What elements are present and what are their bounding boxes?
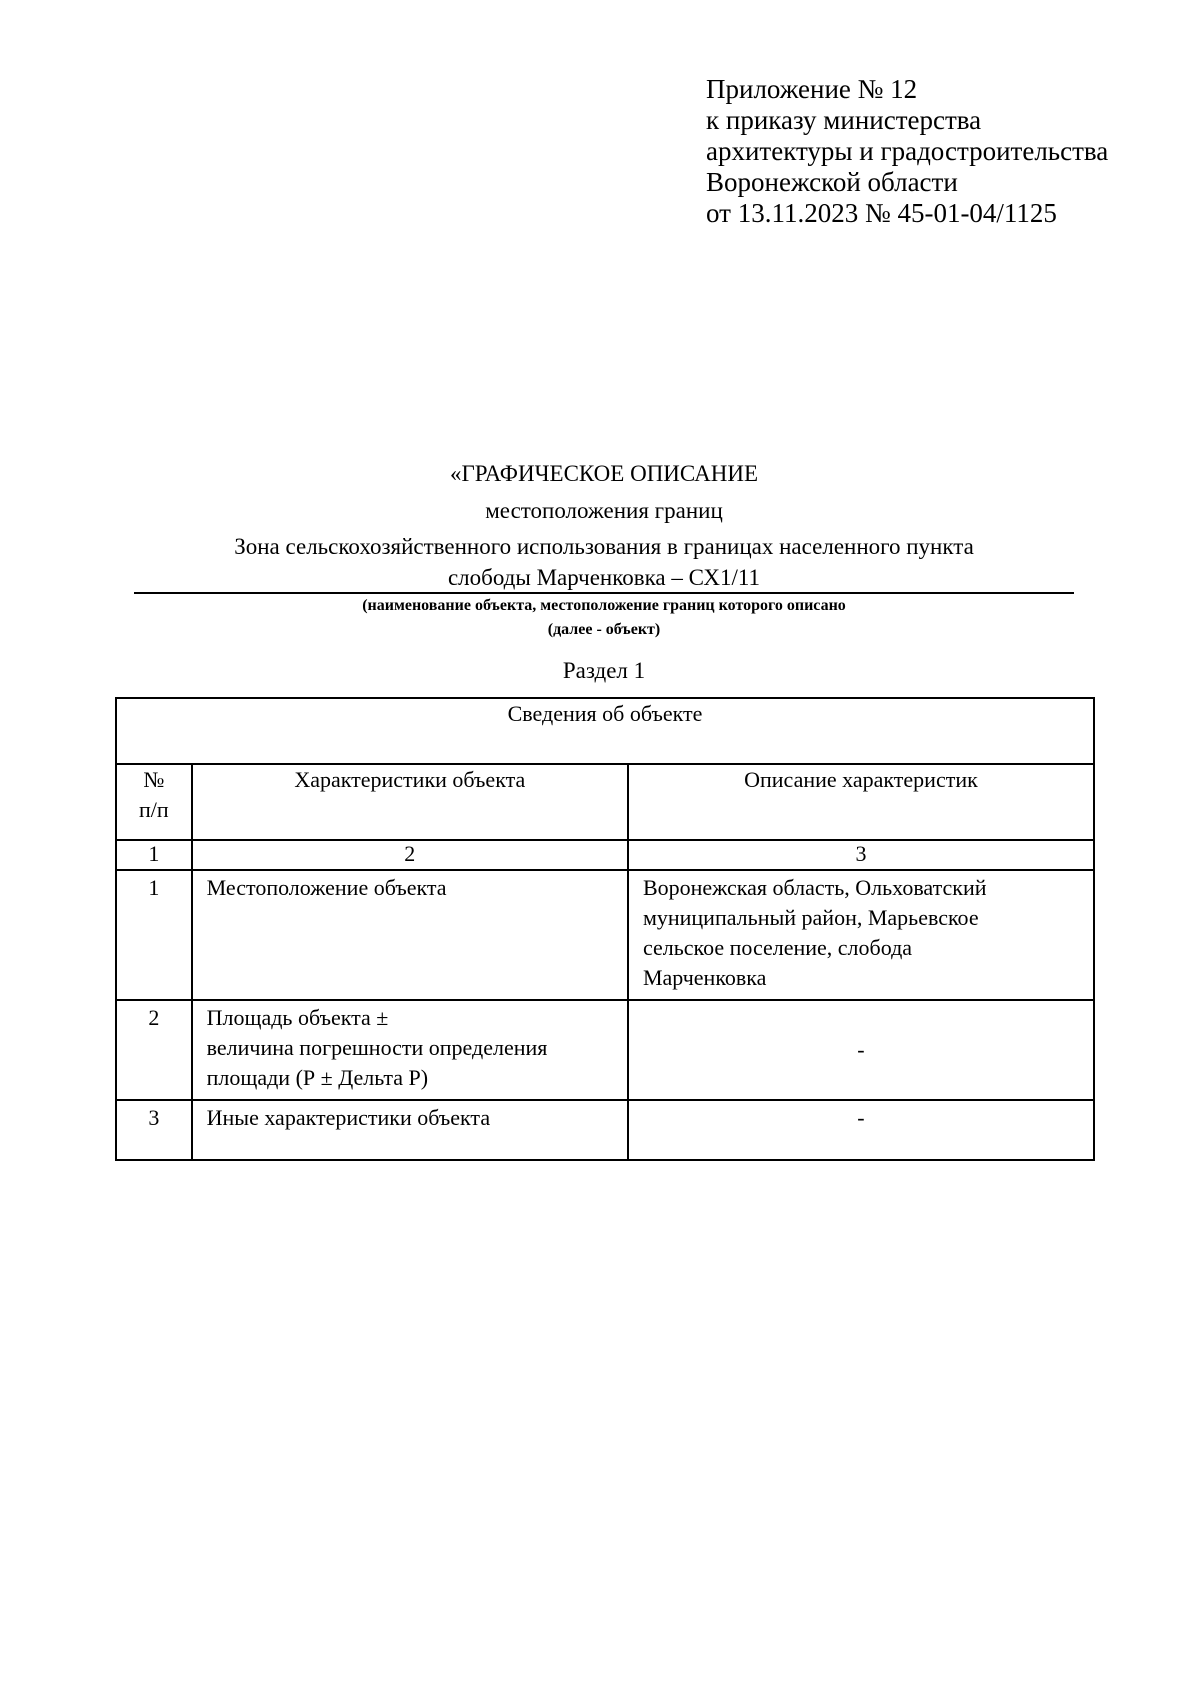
row-number: 2 [116, 1000, 192, 1100]
appendix-title: Приложение № 12 [706, 74, 918, 104]
column-number: 3 [628, 840, 1094, 870]
table-row [116, 1100, 1094, 1160]
object-name [134, 531, 1074, 593]
column-number-row [116, 840, 1094, 870]
appendix-date-number: от 13.11.2023 № 45-01-04/1125 [706, 198, 1057, 228]
row-number: 1 [116, 870, 192, 1000]
appendix-ministry-line: архитектуры и градостроительства [706, 136, 1109, 166]
document-subtitle: местоположения границ [485, 498, 723, 523]
characteristic-line: величина погрешности определения [206, 1035, 548, 1060]
object-name-line: Зона сельскохозяйственного использования в границах населенного пункта [234, 534, 974, 559]
description-line: сельское поселение, слобода [642, 935, 913, 960]
table-section-row [116, 698, 1094, 764]
table-section-title: Сведения об объекте [116, 698, 1094, 764]
object-caption-line: (далее - объект) [547, 621, 661, 638]
document-title: «ГРАФИЧЕСКОЕ ОПИСАНИЕ [449, 461, 758, 486]
characteristic-line: Площадь объекта ± [206, 1005, 389, 1030]
column-number: 2 [192, 840, 628, 870]
row-description [628, 870, 1094, 1000]
appendix-region-line: Воронежской области [706, 167, 958, 197]
appendix-block [706, 74, 1108, 229]
characteristic-line: Местоположение объекта [206, 875, 447, 900]
appendix-order-line: к приказу министерства [706, 105, 982, 135]
object-info-table [115, 697, 1095, 1161]
object-name-line: слободы Марченковка – СХ1/11 [447, 565, 761, 590]
header-number-abbrev: п/п [138, 797, 169, 822]
characteristic-line: площади (Р ± Дельта Р) [206, 1065, 429, 1090]
column-number: 1 [116, 840, 192, 870]
description-line: Воронежская область, Ольховатский [642, 875, 987, 900]
object-name-underline [134, 592, 1074, 594]
header-description: Описание характеристик [628, 764, 1094, 840]
table-row [116, 1000, 1094, 1100]
description-line: Марченковка [642, 965, 767, 990]
row-description: - [628, 1100, 1094, 1160]
header-number [116, 764, 192, 840]
table-row [116, 870, 1094, 1000]
characteristic-line: Иные характеристики объекта [206, 1105, 491, 1130]
row-description: - [628, 1000, 1094, 1100]
header-characteristics: Характеристики объекта [192, 764, 628, 840]
description-line: муниципальный район, Марьевское [642, 905, 979, 930]
section-title: Раздел 1 [562, 658, 646, 683]
object-caption-line: (наименование объекта, местоположение границ которого описано [362, 597, 846, 614]
header-number-symbol: № [143, 767, 165, 792]
row-characteristic [192, 870, 628, 1000]
table-header-row [116, 764, 1094, 840]
row-characteristic [192, 1100, 628, 1160]
row-number: 3 [116, 1100, 192, 1160]
row-characteristic [192, 1000, 628, 1100]
